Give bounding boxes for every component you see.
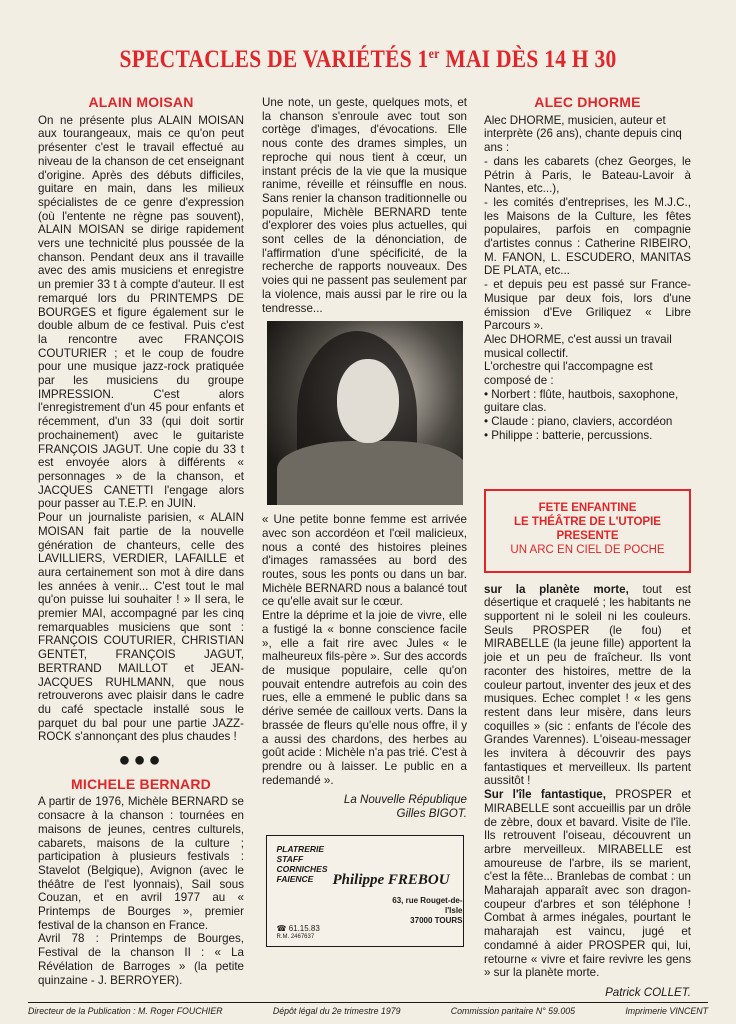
ad-trades: PLATRERIE STAFF CORNICHES FAIENCE <box>276 843 328 884</box>
footer-legal: Dépôt légal du 2e trimestre 1979 <box>272 1006 401 1016</box>
section-title-michele-bernard: MICHELE BERNARD <box>71 775 211 792</box>
footer-director: Directeur de la Publication : M. Roger FOUCHIER <box>28 1006 223 1016</box>
article-line: Alec DHORME, c'est aussi un travail musical collectif. <box>484 332 672 360</box>
story-paragraph: Sur l'île fantastique, PROSPER et MIRABELLE sont accueillis par un drôle de zèbre, doux et bavard. Visite de l'île. Ils retrouvent l'oiseau, découvrent un arbre merveilleux. MIRABELLE est amoureuse de l'arbre, ils se marient, c'est la fête... Branlebas de combat : un Maharajah apparaît avec son dragon-coupeur d'arbres et son téléphone ! Combat à armes inégales, pourtant le maharajah est vaincu, jugé et condamné à aider PROSPER qui, lui, retourne « vivre et faire revivre les gens » sur la planète morte. <box>484 788 692 980</box>
ad-phone: ☎ 61.15.83 R.M. 2467637 <box>276 923 320 940</box>
article-line: • Philippe : batterie, percussions. <box>484 428 653 442</box>
column-right <box>484 96 691 1000</box>
article-paragraph: Pour un journaliste parisien, « ALAIN MOISAN fait partie de la nouvelle génération de chanteurs, celle des LAVILLIERS, VERDIER, LAFAILLE et aura certainement son mot à dire dans les années à venir... C'est tout le mal qu'on puisse lui souhaiter ! » Il sera, le premier MAI, accompagné par les cinq remarquables musiciens que sont : FRANÇOIS COUTURIER, CHRISTIAN GENTET, FRANÇOIS JAGUT, BERTRAND MAILLOT et JEAN-JACQUES RUHLMANN, que nous retrouverons avec plaisir dans le cadre du café spectacle installé sous le parquet du bal pour une partie JAZZ-ROCK s'annonçant des plus chaudes ! <box>38 511 244 744</box>
credit-author: Patrick COLLET. <box>605 985 691 999</box>
column-left <box>38 96 244 987</box>
story-paragraph: sur la planète morte, tout est désertique et craquelé ; les habitants ne supportent ni le soleil ni les couleurs. Seuls PROSPER (le fou) et MIRABELLE (la jeune fille) apportent la joie et un peu de fraîcheur. Ils vont raconter des histoires, mettre de la couleur partout, inventer des jeux et des musiques. Echec complet ! « les gens restent dans leur misère, dans leurs coquilles » (sic : enfants de l'école des Grandes Varennes). L'oiseau-messager les invitera à découvrir des pays fantastiques et merveilleux. Ils partent aussitôt ! <box>484 582 691 788</box>
page-footer <box>28 1002 708 1016</box>
article-paragraph: Avril 78 : Printemps de Bourges, Festival de la chanson II : « La Révélation de Barroges » (la petite quinzaine - J. BERROYER). <box>38 932 244 987</box>
ad-name: Philippe FREBOU <box>332 871 450 888</box>
advertisement-frebou <box>266 835 464 947</box>
article-line: • Norbert : flûte, hautbois, saxophone, guitare clas. <box>484 387 679 415</box>
article-line: • Claude : piano, claviers, accordéon <box>484 415 673 429</box>
article-line: Alec DHORME, musicien, auteur et interprète (26 ans), chante depuis cinq ans : <box>484 113 682 155</box>
column-middle <box>262 96 467 947</box>
portrait-photo <box>267 321 463 505</box>
section-title-alec-dhorme: ALEC DHORME <box>534 94 641 110</box>
article-paragraph: Entre la déprime et la joie de vivre, elle a fustigé la « bonne conscience facile », elle a fait rire avec Jules « le malheureux fils-père ». Sur des accords de musique populaire, celle qu'on pouvait entendre autrefois au coin des rues, elle a emmené le public dans sa dérive semée de cailloux verts. Dans la brassée de fleurs qu'elle nous offre, il y a aussi des chardons, des herbes au goût acide : Michèle n'a pas trié. C'est à prendre ou à laisser. Le public en a redemandé ». <box>262 609 467 787</box>
page-headline: SPECTACLES DE VARIÉTÉS 1er MAI DÈS 14 H 30 <box>119 46 617 73</box>
footer-commission: Commission paritaire N° 59.005 <box>450 1006 576 1016</box>
article-paragraph: « Une petite bonne femme est arrivée avec son accordéon et l'œil malicieux, nous a conté des histoires pleines d'images ramassées au bord des routes, sous les ponts ou dans un bar. Michèle BERNARD nous a balancé tout ce qu'elle avait sur le cœur. <box>262 513 467 609</box>
article-line: - les comités d'entreprises, les M.J.C., les Maisons de la Culture, les fêtes populaires, parfois en compagnie d'artistes connus : Catherine RIBEIRO, M. FANON, L. ESCUDERO, MANITAS DE PLATA, etc... <box>484 195 691 278</box>
section-title-alain-moisan: ALAIN MOISAN <box>88 94 194 110</box>
event-box-fete-enfantine: FETE ENFANTINE LE THÉÂTRE DE L'UTOPIE PRESENTE UN ARC EN CIEL DE POCHE <box>484 489 691 573</box>
article-line: - dans les cabarets (chez Georges, le Pétrin à Paris, le Bateau-Lavoir à Nantes, etc...), <box>484 154 691 196</box>
footer-printer: Imprimerie VINCENT <box>625 1006 708 1016</box>
article-line: - et depuis peu est passé sur France-Musique par deux fois, lors d'une émission d'Eve Griliquez « Libre Parcours ». <box>484 278 691 333</box>
separator-dots: ●●● <box>118 749 164 772</box>
article-line: L'orchestre qui l'accompagne est composé de : <box>484 360 653 388</box>
article-paragraph: A partir de 1976, Michèle BERNARD se consacre à la chanson : tournées en maisons de jeunes, centres culturels, cabarets, maisons de la culture ; participation à plusieurs festivals : Stavelot (Belgique), Avignon (avec le théâtre de l'est lyonnais), Sail sous Couzan, et en avril 1977 au « Printemps de Bourges », premier festival de la chanson en France. <box>38 795 244 932</box>
credit-author: Gilles BIGOT. <box>396 807 467 821</box>
ad-address: 63, rue Rouget-de-l'Isle 37000 TOURS <box>392 895 463 925</box>
article-paragraph: Une note, un geste, quelques mots, et la chanson s'enroule avec tout son cortège d'images, d'évocations. Elle nous conte des drames simples, un reproche qui nous tient à cœur, un instant précis de la vie que la musique ranime, réveille et réinsuffle en nous. Sans renier la chanson traditionnelle ou populaire, Michèle BERNARD tente d'explorer des voies plus actuelles, qui sont celles de la dénonciation, de l'affirmation d'une spécificité, de la recherche de rapports nouveaux. Des voies qui ne passent pas seulement par la violence, mais aussi par le rire ou la tendresse... <box>262 96 467 315</box>
credit-source: La Nouvelle République <box>343 793 467 807</box>
article-paragraph: On ne présente plus ALAIN MOISAN aux tourangeaux, mais ce qu'on peut présenter c'est le travail effectué au niveau de la chanson de cet enseignant d'origine. Après des débuts difficiles, guitare en main, dans les milieux spécialistes de ce genre d'expression (où l'entente ne règne pas souvent), ALAIN MOISAN se dirige rapidement vers une technicité plus poussée de la chanson. Pendant deux ans il travaille avec des amis musiciens et enregistre un premier 33 t à compte d'auteur. Il est remarqué lors du PRINTEMPS DE BOURGES et figure également sur le double album de ce festival. Puis c'est la rencontre avec FRANÇOIS COUTURIER ; et le coup de foudre pour une musique jazz-rock pratiquée par les musiciens du groupe IMPRESSION. C'est alors l'enregistrement d'un 45 pour enfants et récemment, d'un 33 (qui doit sortir prochainement) avec le guitariste FRANÇOIS JAGUT. Une copie du 33 t est envoyée alors à différents « personnages » de la chanson, et JACQUES CANETTI l'engage alors pour passer au T.E.P. en JUIN. <box>38 113 244 511</box>
